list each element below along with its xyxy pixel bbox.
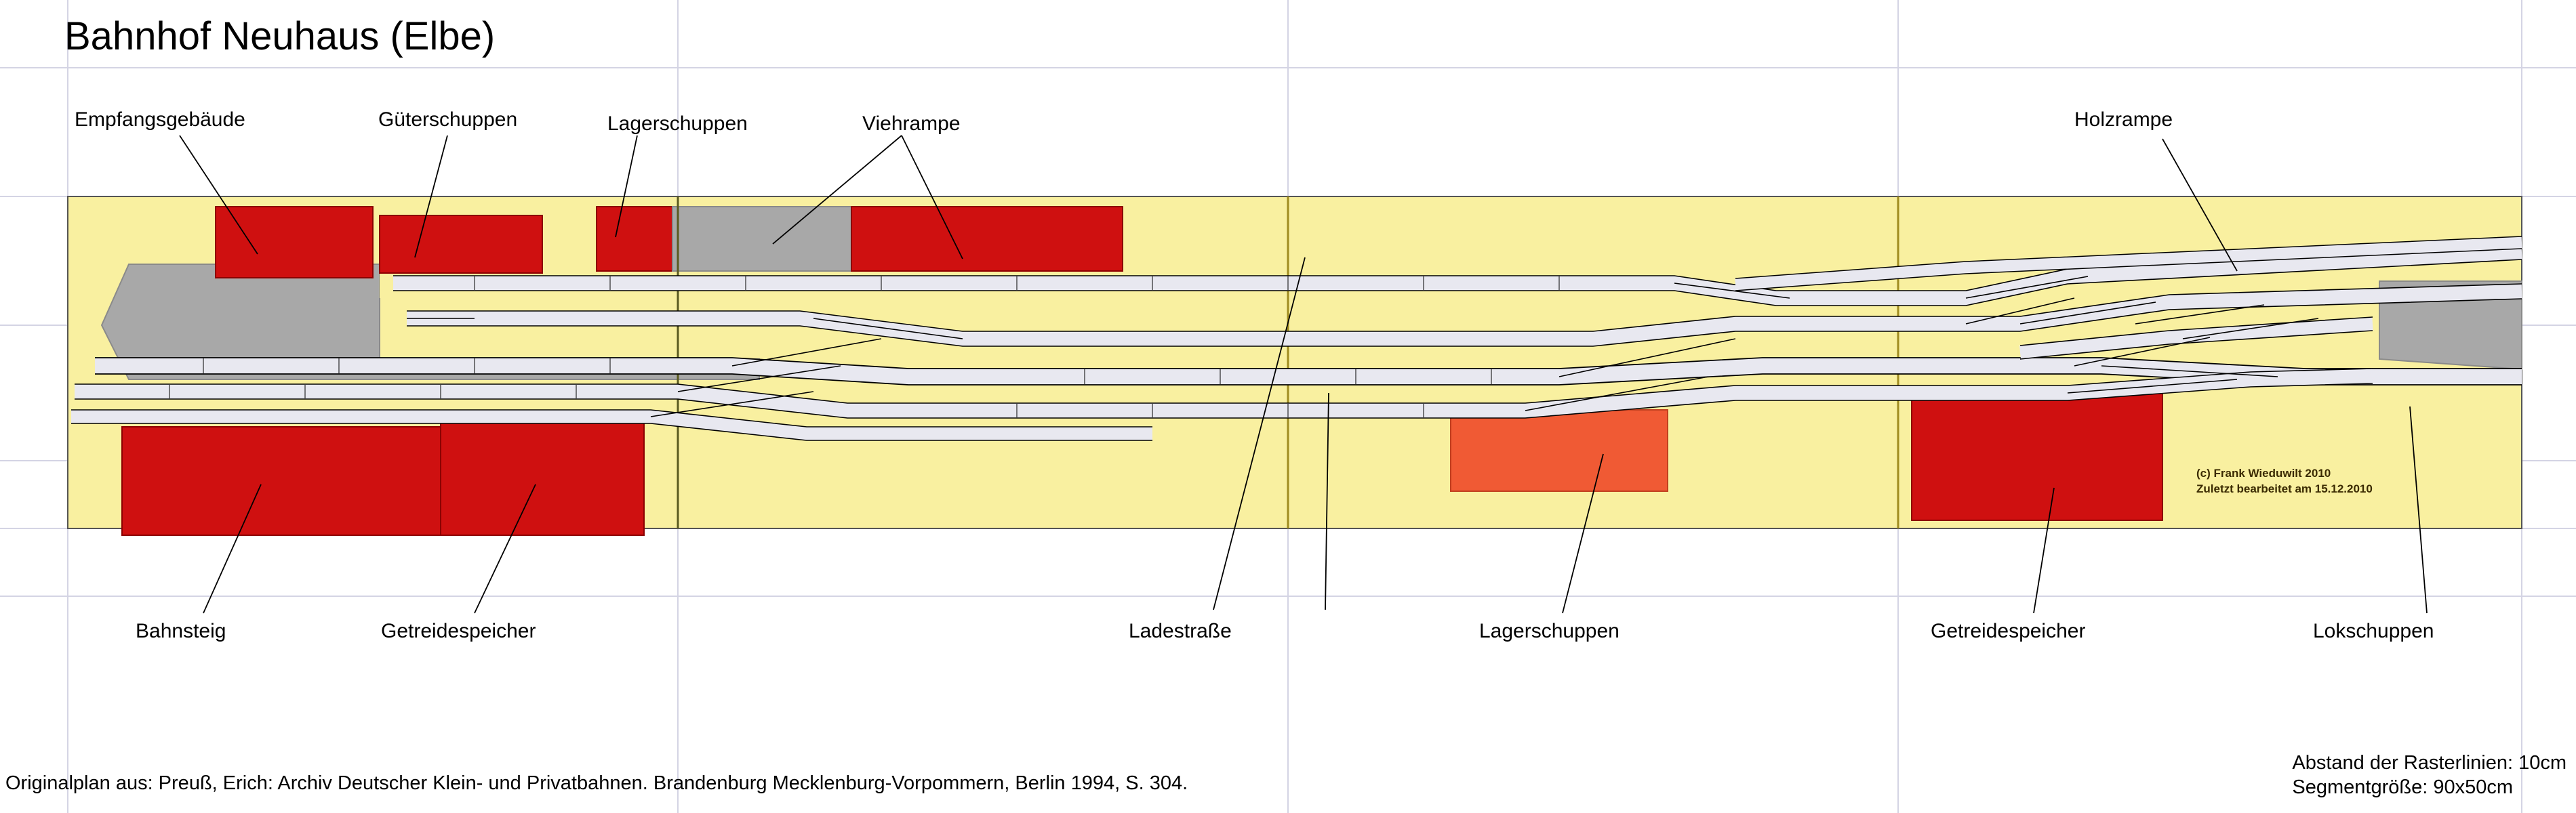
leader-ladestrasse-2 (1325, 393, 1329, 610)
leader-getreidespeicher-left (475, 484, 536, 613)
leader-getreidespeicher-right (2034, 488, 2054, 613)
leader-lagerschuppen-top (616, 136, 637, 237)
label-lagerschuppen-top: Lagerschuppen (607, 112, 748, 135)
leader-ladestrasse-1 (1213, 257, 1305, 610)
leader-gueterschuppen (415, 136, 447, 257)
copyright-line-2: Zuletzt bearbeitet am 15.12.2010 (2196, 482, 2373, 495)
leader-ladegleis (902, 136, 963, 259)
leader-bahnsteig (203, 484, 261, 613)
leader-holzrampe (2162, 139, 2237, 271)
label-lokschuppen: Lokschuppen (2313, 620, 2434, 642)
copyright-block (2196, 466, 2373, 497)
label-viehrampe: Viehrampe (862, 112, 961, 135)
page-title: Bahnhof Neuhaus (Elbe) (64, 14, 496, 58)
label-ladestrasse: Ladestraße (1129, 620, 1232, 642)
leader-lagerschuppen-bottom (1563, 454, 1603, 613)
label-lagerschuppen-bottom: Lagerschuppen (1479, 620, 1619, 642)
leader-viehrampe (773, 136, 902, 244)
leader-empfangsgebaeude (180, 136, 258, 254)
copyright-line-1: (c) Frank Wieduwilt 2010 (2196, 467, 2331, 480)
label-holzrampe: Holzrampe (2074, 108, 2173, 131)
segment-size-note: Segmentgröße: 90x50cm (2292, 776, 2514, 799)
leader-lokschuppen (2410, 406, 2427, 613)
grid-spacing-note: Abstand der Rasterlinien: 10cm (2292, 752, 2567, 774)
source-note: Originalplan aus: Preuß, Erich: Archiv Deutscher Klein- und Privatbahnen. Brandenburg Mecklenburg-Vorpommern, Berlin 1994, S. 304. (5, 772, 1188, 794)
scale-notes (2292, 751, 2567, 800)
label-gueterschuppen: Güterschuppen (378, 108, 518, 131)
label-getreidespeicher-right: Getreidespeicher (1931, 620, 2086, 642)
label-getreidespeicher-left: Getreidespeicher (381, 620, 536, 642)
label-empfangsgebaeude: Empfangsgebäude (75, 108, 245, 131)
label-bahnsteig: Bahnsteig (136, 620, 226, 642)
